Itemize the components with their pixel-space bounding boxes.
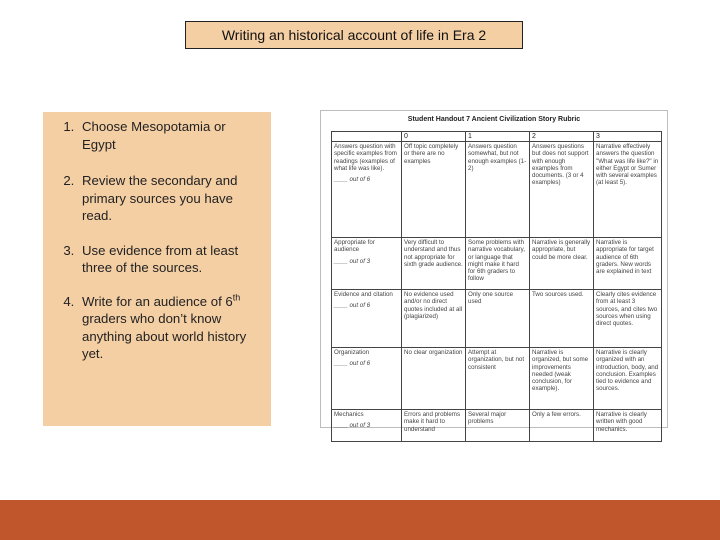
rubric-header-row <box>332 132 662 142</box>
table-cell: Narrative is appropriate for target audience of 6th graders. New words are explained in text <box>594 238 662 290</box>
table-cell: Answers questions but does not support with enough examples from documents. (3 or 4 examples) <box>530 142 594 238</box>
table-row <box>332 410 662 442</box>
table-row <box>332 290 662 348</box>
table-cell: Two sources used. <box>530 290 594 348</box>
table-cell: No clear organization <box>402 348 466 410</box>
criterion-name: Mechanics <box>334 411 364 419</box>
table-cell: Several major problems <box>466 410 530 442</box>
criterion-cell <box>332 410 402 442</box>
header-cell: 2 <box>530 132 594 142</box>
table-row <box>332 348 662 410</box>
table-cell: Narrative is organized, but some improvements needed (weak conclusion, for example). <box>530 348 594 410</box>
header-cell: 0 <box>402 132 466 142</box>
table-cell: Answers question somewhat, but not enough examples (1-2) <box>466 142 530 238</box>
criterion-score: ____ out of 6 <box>334 302 371 310</box>
table-cell: Narrative effectively answers the question "What was life like?" in either Egypt or Sumer with several examples (at least 5). <box>594 142 662 238</box>
criterion-name: Appropriate for audience <box>334 239 375 254</box>
criterion-score: ____ out of 3 <box>334 257 371 265</box>
table-cell: Narrative is generally appropriate, but could be more clear. <box>530 238 594 290</box>
step-item-2 <box>78 172 263 225</box>
table-cell: Narrative is clearly written with good mechanics. <box>594 410 662 442</box>
steps-list <box>43 112 271 363</box>
step-text: Write for an audience of 6 <box>82 293 233 309</box>
step-item-3 <box>78 242 263 277</box>
step-text: Use evidence from at least three of the sources. <box>82 242 239 275</box>
criterion-name: Evidence and citation <box>334 291 393 299</box>
table-cell: Only a few errors. <box>530 410 594 442</box>
criterion-name: Organization <box>334 349 370 357</box>
header-cell: 3 <box>594 132 662 142</box>
rubric-title: Student Handout 7 Ancient Civilization Story Rubric <box>407 116 581 123</box>
steps-panel <box>43 112 271 426</box>
table-cell: No evidence used and/or no direct quotes included at all (plagiarized) <box>402 290 466 348</box>
criterion-score: ____ out of 6 <box>334 176 371 184</box>
step-text: Choose Mesopotamia or Egypt <box>82 119 226 152</box>
table-cell: Some problems with narrative vocabulary, or language that might make it hard for 6th graders to follow <box>466 238 530 290</box>
table-cell: Off topic completely or there are no examples <box>402 142 466 238</box>
criterion-score: ____ out of 6 <box>334 360 371 368</box>
table-cell: Attempt at organization, but not consistent <box>466 348 530 410</box>
table-cell: Narrative is clearly organized with an introduction, body, and conclusion. Examples tied to evidence and sources. <box>594 348 662 410</box>
step-superscript: th <box>232 292 241 303</box>
table-row <box>332 142 662 238</box>
table-row <box>332 238 662 290</box>
rubric-table <box>331 131 662 442</box>
criterion-score: ____ out of 3 <box>334 422 371 430</box>
table-cell: Clearly cites evidence from at least 3 sources, and cites two sources when using direct quotes. <box>594 290 662 348</box>
table-cell: Errors and problems make it hard to understand <box>402 410 466 442</box>
criterion-cell <box>332 290 402 348</box>
criterion-cell <box>332 348 402 410</box>
table-cell: Only one source used <box>466 290 530 348</box>
footer-band <box>0 500 720 540</box>
step-text: graders who don’t know anything about world history yet. <box>82 311 247 361</box>
header-cell: 1 <box>466 132 530 142</box>
criterion-cell <box>332 142 402 238</box>
rubric-image <box>320 110 668 433</box>
criterion-name: Answers question with specific examples from readings (examples of what life was like). <box>334 143 397 172</box>
table-cell: Very difficult to understand and thus not appropriate for sixth grade audience. <box>402 238 466 290</box>
slide-title: Writing an historical account of life in Era 2 <box>185 21 523 49</box>
step-item-4 <box>78 293 263 363</box>
criterion-cell <box>332 238 402 290</box>
step-item-1 <box>78 118 263 153</box>
step-text: Review the secondary and primary sources you have read. <box>82 173 238 223</box>
header-cell <box>332 132 402 142</box>
